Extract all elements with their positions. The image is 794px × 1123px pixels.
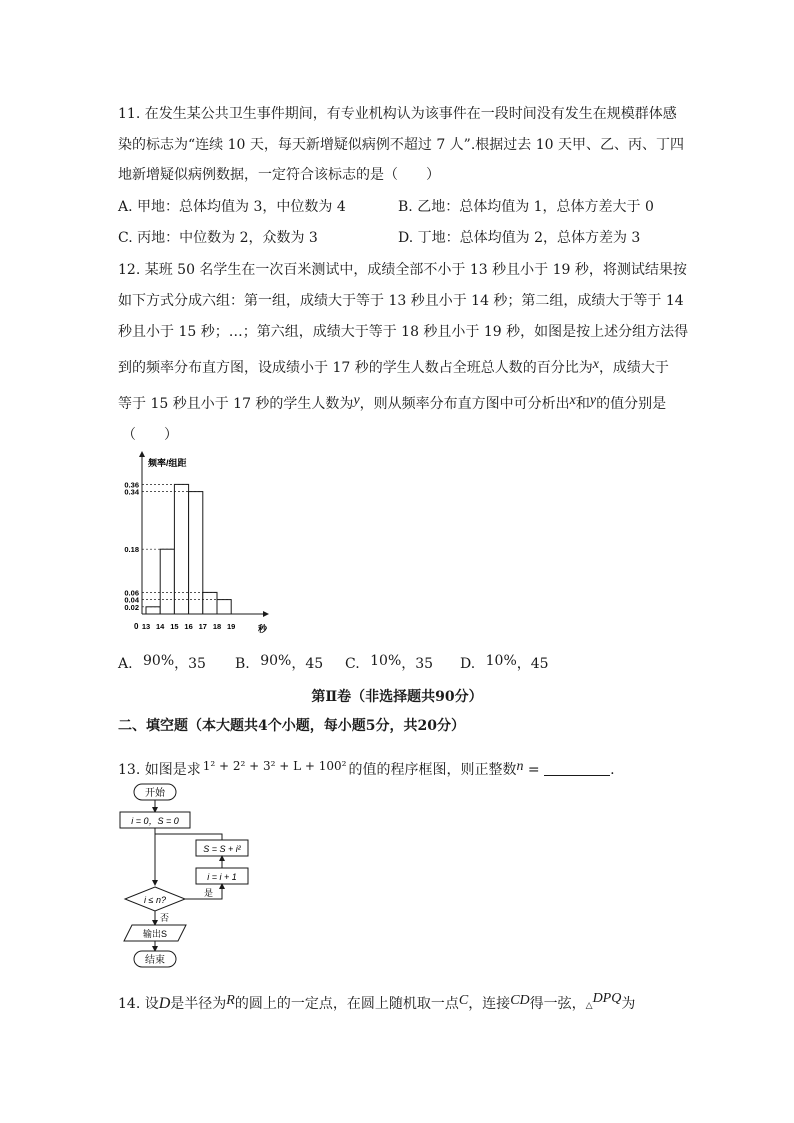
q14-p3: 的圆上的一定点，在圆上随机取一点 bbox=[234, 996, 459, 1012]
q12-option-c bbox=[345, 652, 433, 673]
y-tick-label: 0.02 bbox=[124, 602, 139, 612]
q12-line-5 bbox=[118, 392, 666, 413]
x-tick-label: 19 bbox=[227, 622, 236, 631]
x-tick-label: 15 bbox=[170, 622, 179, 631]
x-tick-label: 14 bbox=[156, 622, 165, 631]
q11-line-2: 染的标志为“连续 10 天，每天新增疑似病例不超过 7 人”.根据过去 10 天甲、乙、丙、丁四 bbox=[118, 137, 684, 153]
histogram-bar bbox=[203, 592, 217, 614]
q14-p6: 为 bbox=[621, 996, 636, 1012]
q13-eq: = bbox=[523, 762, 545, 778]
q12-option-b-pct: 90% bbox=[260, 653, 292, 669]
frequency-histogram bbox=[110, 448, 280, 638]
q12-option-c-letter: C. bbox=[345, 656, 360, 672]
flow-end-text: 结束 bbox=[145, 955, 165, 966]
q12-var-y-2: y bbox=[589, 393, 597, 408]
x-tick-label: 13 bbox=[141, 622, 151, 631]
x-tick-label: 16 bbox=[184, 622, 193, 631]
q12-line-5-text-b: ，则从频率分布直方图中可分析出 bbox=[359, 396, 570, 412]
q14-p4: ，连接 bbox=[468, 996, 511, 1012]
histogram-bar bbox=[160, 549, 174, 614]
q14-dpq: DPQ bbox=[592, 991, 622, 1006]
q13-answer-blank[interactable] bbox=[544, 761, 610, 776]
q14-cd: CD bbox=[510, 993, 530, 1008]
section-2-title: 第Ⅱ卷（非选择题共90分） bbox=[311, 689, 483, 705]
histogram-bar bbox=[146, 607, 160, 614]
q12-line-4-text-b: ，成绩大于 bbox=[598, 360, 669, 376]
program-flowchart bbox=[112, 780, 262, 970]
y-tick-label: 0.04 bbox=[124, 595, 139, 605]
flow-init-text: i = 0，S = 0 bbox=[131, 816, 179, 826]
flow-start-text: 开始 bbox=[145, 788, 165, 799]
y-tick-label: 0.36 bbox=[124, 480, 139, 490]
q12-line-1: 12. 某班 50 名学生在一次百米测试中，成绩全部不小于 13 秒且小于 19 秒，将测试结果按 bbox=[118, 262, 687, 278]
q12-var-x-2: x bbox=[569, 393, 576, 408]
y-tick-label: 0.34 bbox=[124, 487, 139, 497]
y-tick-label: 0.18 bbox=[124, 545, 139, 555]
q13-var-n: n bbox=[516, 759, 524, 774]
histogram-bar bbox=[174, 484, 188, 614]
fill-in-heading: 二、填空题（本大题共4个小题，每小题5分，共20分） bbox=[118, 718, 465, 734]
q12-line-5-text-c: 和 bbox=[575, 396, 590, 412]
q14-p2: 是半径为 bbox=[170, 996, 227, 1012]
q11-option-c: C. 丙地：中位数为 2，众数为 3 bbox=[118, 230, 318, 246]
q11-option-d: D. 丁地：总体均值为 2，总体方差为 3 bbox=[398, 230, 641, 246]
q14-r: R bbox=[226, 993, 235, 1008]
q13-line bbox=[118, 757, 615, 779]
q13-end: . bbox=[610, 762, 615, 778]
q14-c: C bbox=[458, 993, 469, 1008]
q12-option-d-pct: 10% bbox=[485, 653, 517, 669]
origin-label: 0 bbox=[134, 622, 139, 631]
q14-p5: 得一弦， bbox=[529, 996, 586, 1012]
q14-line bbox=[118, 990, 635, 1015]
histogram-bar bbox=[217, 600, 231, 614]
q11-line-1: 11. 在发生某公共卫生事件期间，有专业机构认为该事件在一段时间没有发生在规模群体感 bbox=[118, 106, 677, 122]
q11-option-b: B. 乙地：总体均值为 1，总体方差大于 0 bbox=[398, 199, 654, 215]
q12-line-4-text-a: 到的频率分布直方图，设成绩小于 17 秒的学生人数占全班总人数的百分比为 bbox=[118, 360, 593, 376]
q12-option-d bbox=[460, 652, 549, 673]
q12-line-5-text-d: 的值分别是 bbox=[596, 396, 667, 412]
y-tick-label: 0.06 bbox=[124, 588, 139, 598]
q12-paren: （ ） bbox=[122, 427, 178, 443]
q11-option-a: A. 甲地：总体均值为 3，中位数为 4 bbox=[118, 199, 346, 215]
q12-line-3: 秒且小于 15 秒；…；第六组，成绩大于等于 18 秒且小于 19 秒，如图是按上述分组方法得 bbox=[118, 324, 689, 340]
q12-var-y: y bbox=[353, 393, 360, 408]
flow-update-s-text: S = S + i² bbox=[203, 844, 241, 854]
q12-line-2: 如下方式分成六组：第一组，成绩大于等于 13 秒且小于 14 秒；第二组，成绩大于等于 14 bbox=[118, 293, 684, 309]
x-axis-label: 秒 bbox=[258, 624, 268, 634]
q12-line-5-text-a: 等于 15 秒且小于 17 秒的学生人数为 bbox=[118, 396, 354, 412]
flow-condition-text: i ≤ n? bbox=[144, 895, 166, 905]
q12-line-4 bbox=[118, 356, 669, 377]
x-tick-label: 17 bbox=[198, 622, 207, 631]
histogram-bar bbox=[189, 492, 203, 614]
q12-option-b-num: ，45 bbox=[291, 656, 324, 672]
q11-line-3: 地新增疑似病例数据，一定符合该标志的是（ ） bbox=[118, 167, 440, 183]
q12-option-b-letter: B. bbox=[235, 656, 250, 672]
flow-yes-label: 是 bbox=[204, 888, 214, 898]
q13-prefix: 13. 如图是求 bbox=[118, 762, 201, 778]
q12-option-c-pct: 10% bbox=[370, 653, 402, 669]
q13-middle: 的值的程序框图，则正整数 bbox=[348, 762, 517, 778]
flow-output-text: 输出S bbox=[142, 929, 168, 939]
flow-no-label: 否 bbox=[160, 913, 170, 923]
q12-option-a-pct: 90% bbox=[143, 653, 175, 669]
q12-option-b bbox=[235, 652, 323, 673]
q12-option-d-letter: D. bbox=[460, 656, 476, 672]
q12-option-d-num: ，45 bbox=[516, 656, 549, 672]
flow-update-i-text: i = i + 1 bbox=[207, 872, 237, 882]
y-axis-label: 频率/组距 bbox=[148, 458, 187, 468]
q13-formula: 1² + 2² + 3² + L + 100² bbox=[202, 759, 347, 773]
q14-d: D bbox=[158, 995, 171, 1012]
q12-option-c-num: ，35 bbox=[401, 656, 434, 672]
x-tick-label: 18 bbox=[212, 622, 222, 631]
q12-option-a-num: ，35 bbox=[174, 656, 206, 672]
q14-triangle: △ bbox=[585, 1001, 593, 1011]
q12-option-a-letter: A. bbox=[118, 656, 133, 672]
q12-option-a bbox=[118, 652, 206, 673]
q14-p1: 14. 设 bbox=[118, 996, 159, 1012]
q12-var-x: x bbox=[592, 357, 599, 372]
